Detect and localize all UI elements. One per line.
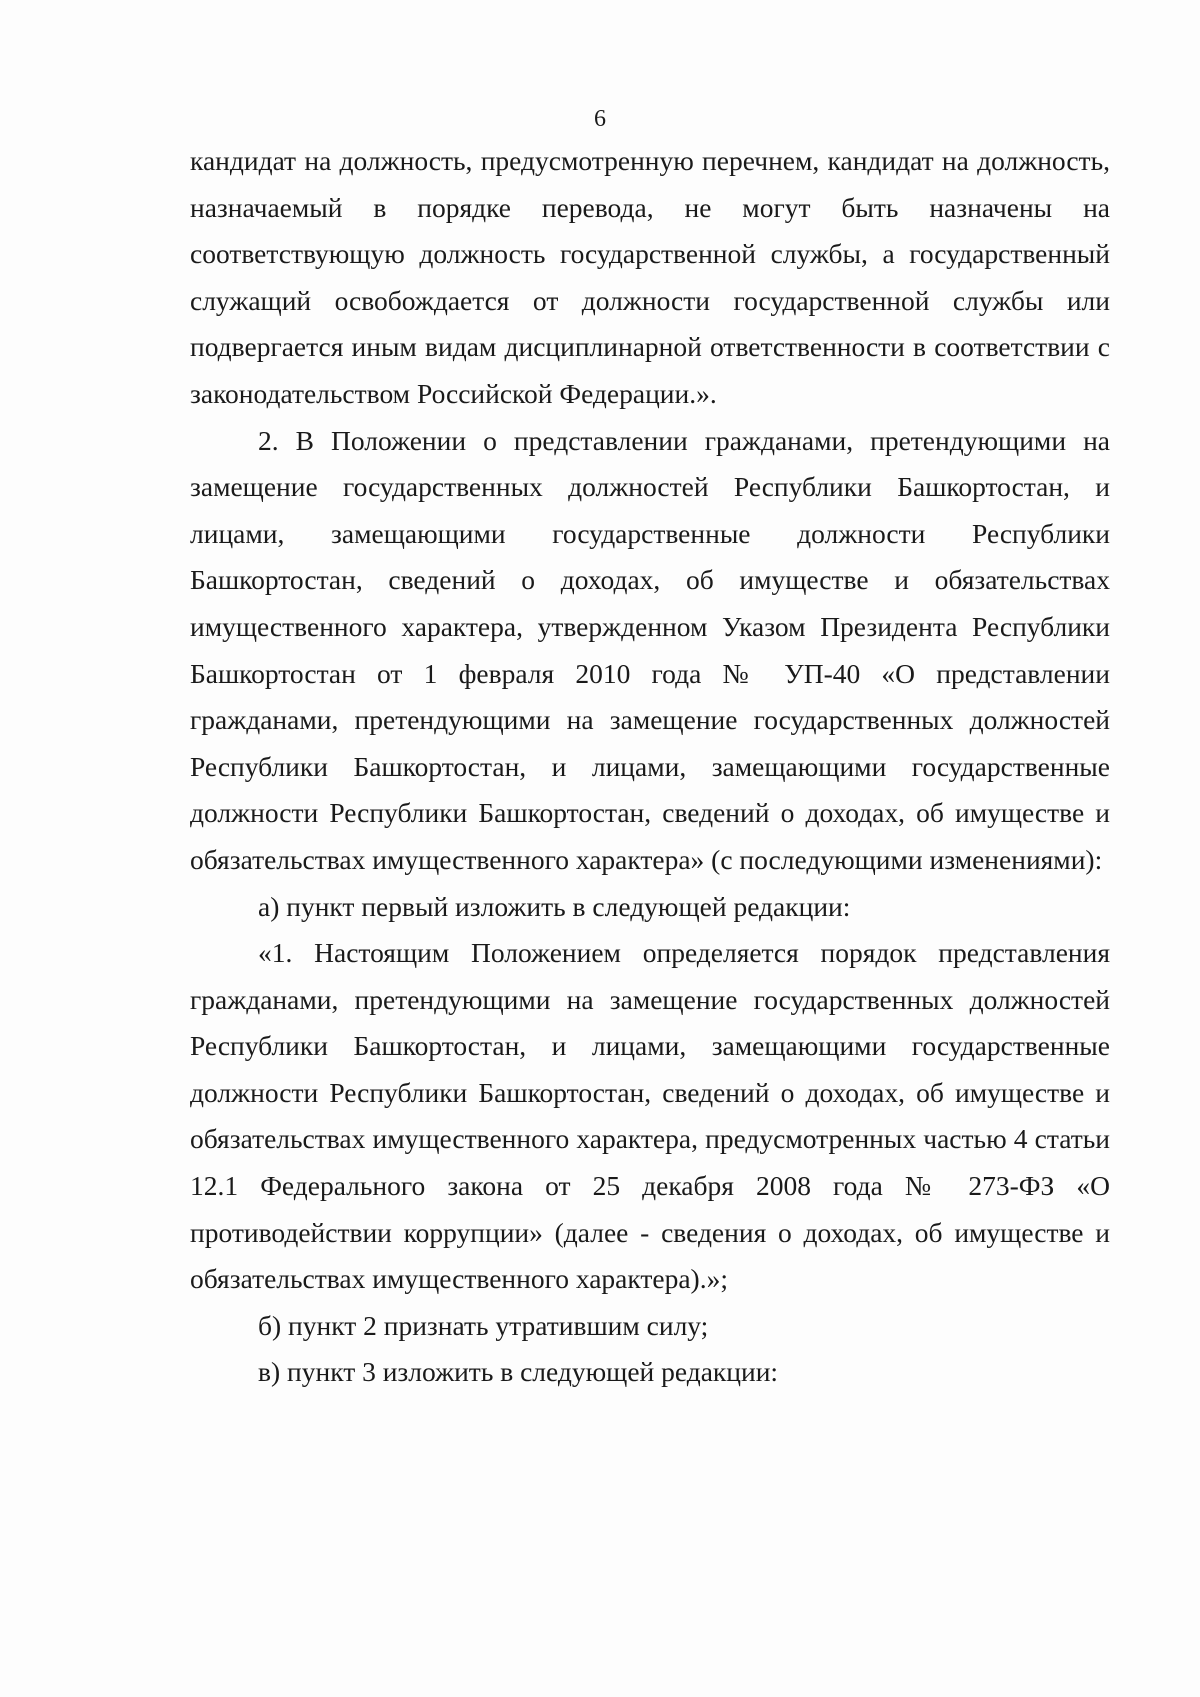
document-body: [190, 138, 1110, 1396]
paragraph-subitem-v: в) пункт 3 изложить в следующей редакции:: [258, 1356, 779, 1388]
paragraph-quoted-clause-1: «1. Настоящим Положением определяется порядок представления гражданами, претендующими на замещение государственных должностей Республики Башкортостан, и лицами, замещающими государственные должности Республики Башкортостан, сведений о доходах, об имуществе и обязательствах имущественного характера, предусмотренных частью 4 статьи 12.1 Федерального закона от 25 декабря 2008 года № 273-ФЗ «О противодействии коррупции» (далее - сведения о доходах, об имуществе и обязательствах имущественного характера).»;: [190, 937, 1110, 1295]
paragraph-subitem-a: а) пункт первый изложить в следующей редакции:: [258, 890, 851, 922]
page-number: 6: [594, 106, 606, 132]
paragraph-item-2: 2. В Положении о представлении гражданами, претендующими на замещение государственных должностей Республики Башкортостан, и лицами, замещающими государственные должности Республики Башкортостан, сведений о доходах, об имуществе и обязательствах имущественного характера, утвержденном Указом Президента Республики Башкортостан от 1 февраля 2010 года № УП-40 «О представлении гражданами, претендующими на замещение государственных должностей Республики Башкортостан, и лицами, замещающими государственные должности Республики Башкортостан, сведений о доходах, об имуществе и обязательствах имущественного характера» (с последующими изменениями):: [190, 424, 1110, 875]
paragraph-subitem-b: б) пункт 2 признать утратившим силу;: [258, 1309, 709, 1341]
paragraph-continuation: кандидат на должность, предусмотренную перечнем, кандидат на должность, назначаемый в порядке перевода, не могут быть назначены на соответствующую должность государственной службы, а государственный служащий освобождается от должности государственной службы или подвергается иным видам дисциплинарной ответственности в соответствии с законодательством Российской Федерации.».: [190, 145, 1110, 409]
